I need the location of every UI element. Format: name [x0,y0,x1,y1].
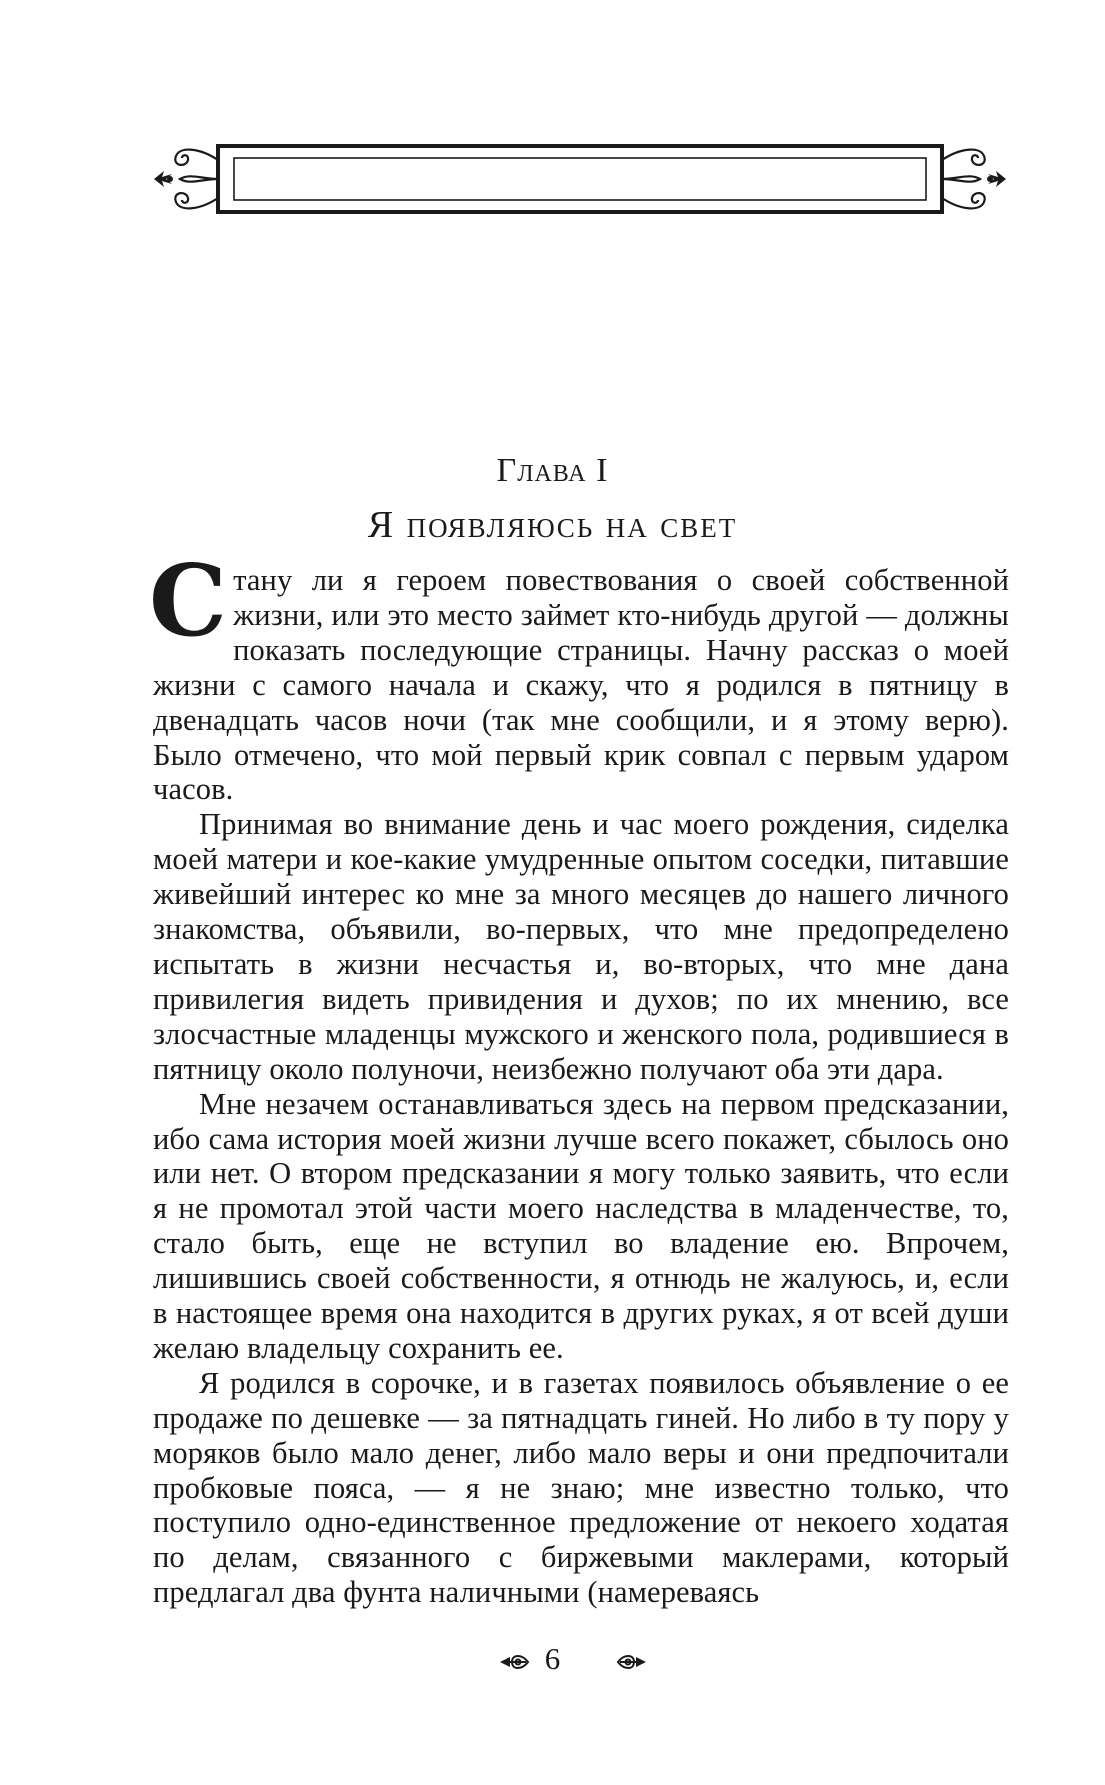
paragraph-1-text: тану ли я героем повествования о своей собственной жизни, или это место займет кто-нибудь другой — должны показать последующие страницы. Начну рассказ о моей жизни с самого начала и скажу, что я родился в пятницу в двенадцать часов ночи (так мне сообщили, и я этому верю). Было отмечено, что мой первый крик совпал с первым ударом часов. [153,563,1009,807]
paragraph-2: Принимая во внимание день и час моего рождения, сиделка моей матери и кое-какие умудренные опытом соседки, питавшие живейший интерес ко мне за много месяцев до нашего личного знакомства, объявили, во-первых, что мне предопределено испытать в жизни несчастья и, во-вторых, что мне дана привилегия видеть привидения и духов; по их мнению, все злосчастные младенцы мужского и женского пола, родившиеся в пятницу около полуночи, неизбежно получают оба эти дара. [153,807,1009,1086]
drop-cap: С [149,544,228,659]
chapter-label: Глава I [496,452,609,489]
right-flourish-icon [942,150,985,209]
paragraph-3: Мне незачем останавливаться здесь на первом предсказании, ибо сама история моей жизни лучше всего покажет, сбылось оно или нет. О втором предсказании я могу только заявить, что если я не промотал этой части моего наследства в младенчестве, то, стало быть, еще не вступил во владение ею. Впрочем, лишившись своей собственности, я отнюдь не жалуюсь, и, если в настоящее время она находится в других руках, я от всей души желаю владельцу сохранить ее. [153,1086,1009,1365]
paragraph-4: Я родился в сорочке, и в газетах появилось объявление о ее продаже по дешевке — за пятнадцать гиней. Но либо в ту пору у моряков было мало денег, либо мало веры и они предпочитали пробковые пояса, — я не знаю; мне известно только, что поступило одно-единственное предложение от некоего ходатая по делам, связанного с биржевыми маклерами, который предлагал два фунта наличными (намереваясь [153,1365,1009,1610]
body-text [149,544,1009,1610]
page-number: 6 [544,1641,561,1676]
left-flourish-icon [175,150,218,209]
paragraph-1 [149,544,1009,807]
chapter-title: Я появляюсь на свет [367,504,738,546]
header-ornament [150,140,1010,220]
